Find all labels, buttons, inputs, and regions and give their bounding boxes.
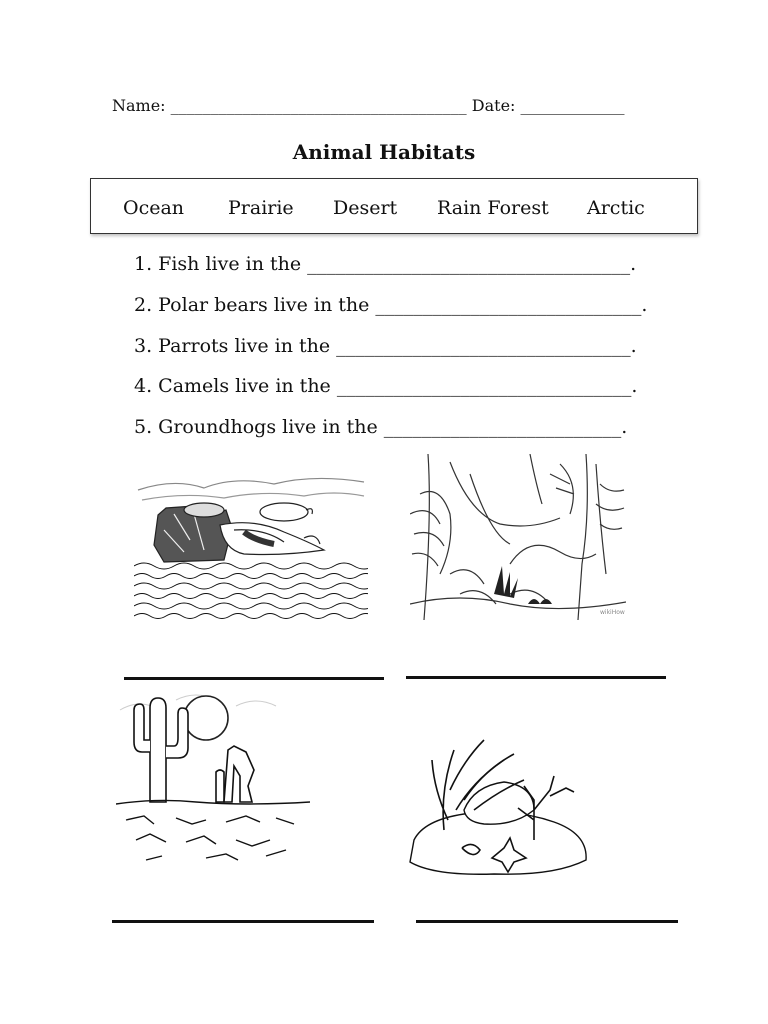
question-1[interactable]: 1. Fish live in the __________________________________. [134,253,637,275]
date-label: Date: [471,96,516,115]
question-2[interactable]: 2. Polar bears live in the ____________________________. [134,293,648,316]
word-bank-rain-forest: Rain Forest [437,197,549,219]
word-bank-ocean: Ocean [123,197,185,219]
word-bank-desert: Desert [333,197,398,219]
answer-line-4[interactable] [416,920,678,923]
wikihow-watermark: wikiHow [600,609,625,616]
answer-line-3[interactable] [112,920,374,923]
answer-line-2[interactable] [406,676,666,679]
word-bank-arctic: Arctic [587,197,645,219]
name-blank[interactable]: _____________________________________ [170,96,467,115]
question-3[interactable]: 3. Parrots live in the _______________________________. [134,334,637,357]
question-4[interactable]: 4. Camels live in the _______________________________. [134,375,638,398]
question-list [134,250,647,454]
date-blank[interactable]: _____________ [520,96,625,115]
rain-forest-picture [410,454,626,620]
ocean-coral-reef-picture [404,730,592,882]
name-label: Name: [112,96,166,115]
answer-line-1[interactable] [124,677,384,680]
desert-cactus-picture [116,690,310,866]
word-bank [90,178,698,234]
arctic-seals-picture [134,470,368,622]
worksheet-title: Animal Habitats [292,140,476,164]
question-5[interactable]: 5. Groundhogs live in the _________________________. [134,416,628,439]
word-bank-prairie: Prairie [228,197,294,219]
name-date-line [112,96,625,115]
